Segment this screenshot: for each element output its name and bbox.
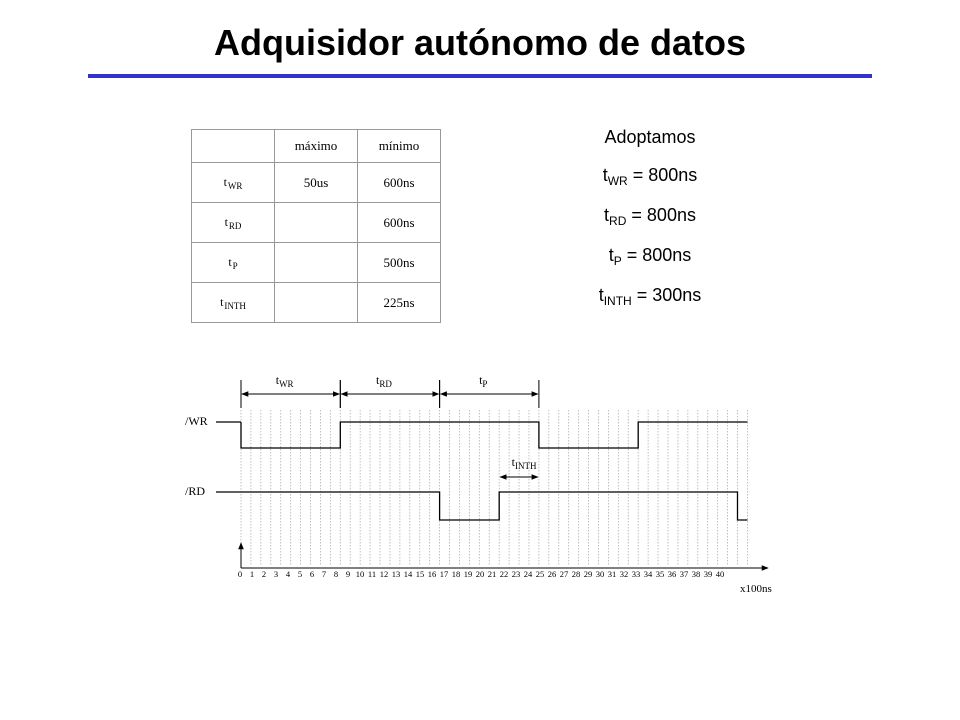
signal-waveform <box>241 492 747 520</box>
interval-label: $t_{RD}$ <box>376 373 392 389</box>
signal-label-wr: /WR <box>185 414 208 428</box>
row-min-value: 600ns <box>358 163 441 203</box>
tick-label: 36 <box>667 569 677 579</box>
page-title: Adquisidor autónomo de datos <box>214 22 746 63</box>
tick-label: 9 <box>345 569 351 579</box>
row-min-value: 600ns <box>358 203 441 243</box>
tick-label: 18 <box>451 569 461 579</box>
tick-label: 40 <box>715 569 725 579</box>
row-label: $t_P$ <box>192 243 275 283</box>
tick-label: 1 <box>249 569 255 579</box>
tick-label: 31 <box>607 569 617 579</box>
tick-label: 34 <box>643 569 653 579</box>
row-label: $t_{INTH}$ <box>192 283 275 323</box>
tick-label: 8 <box>333 569 339 579</box>
adopted-item: $t_{WR} = 800ns$ <box>602 165 698 188</box>
tick-label: 19 <box>463 569 473 579</box>
tick-label: 39 <box>703 569 713 579</box>
axis-unit-label: x100ns <box>740 583 772 595</box>
tick-label: 22 <box>499 569 509 579</box>
tick-label: 4 <box>285 569 291 579</box>
tick-label: 21 <box>487 569 497 579</box>
adopted-item: $t_{INTH} = 300ns$ <box>598 285 702 308</box>
interval-label: $t_P$ <box>479 373 488 389</box>
tick-label: 12 <box>379 569 389 579</box>
tick-label: 17 <box>439 569 449 579</box>
tick-label: 10 <box>355 569 365 579</box>
tick-label: 24 <box>523 569 533 579</box>
tick-label: 14 <box>403 569 413 579</box>
row-label: $t_{WR}$ <box>192 163 275 203</box>
tick-label: 20 <box>475 569 485 579</box>
tick-label: 13 <box>391 569 401 579</box>
tick-label: 37 <box>679 569 689 579</box>
tick-label: 5 <box>297 569 303 579</box>
tick-label: 2 <box>261 569 267 579</box>
inth-label: $t_{INTH}$ <box>511 455 537 471</box>
tick-label: 33 <box>631 569 641 579</box>
tick-label: 35 <box>655 569 665 579</box>
row-min-value: 225ns <box>358 283 441 323</box>
tick-label: 32 <box>619 569 629 579</box>
tick-label: 25 <box>535 569 545 579</box>
tick-label: 0 <box>237 569 243 579</box>
row-min-value: 500ns <box>358 243 441 283</box>
adopted-heading: Adoptamos <box>604 127 696 147</box>
tick-label: 27 <box>559 569 569 579</box>
signal-waveform <box>241 422 747 448</box>
adopted-item: $t_{RD} = 800ns$ <box>604 205 696 228</box>
header-max: máximo <box>275 130 358 163</box>
interval-label: $t_{WR}$ <box>275 373 294 389</box>
adopted-item: $t_P = 800ns$ <box>608 245 692 268</box>
row-label: $t_{RD}$ <box>192 203 275 243</box>
tick-label: 26 <box>547 569 557 579</box>
tick-label: 16 <box>427 569 437 579</box>
tick-label: 30 <box>595 569 605 579</box>
header-min: mínimo <box>358 130 441 163</box>
tick-label: 28 <box>571 569 581 579</box>
tick-label: 6 <box>309 569 315 579</box>
tick-label: 3 <box>273 569 279 579</box>
signal-label-rd: /RD <box>185 484 206 498</box>
tick-label: 29 <box>583 569 593 579</box>
tick-label: 38 <box>691 569 701 579</box>
tick-label: 15 <box>415 569 425 579</box>
row-max-value: 50us <box>275 163 358 203</box>
tick-label: 23 <box>511 569 521 579</box>
tick-label: 7 <box>321 569 327 579</box>
tick-label: 11 <box>367 569 377 579</box>
